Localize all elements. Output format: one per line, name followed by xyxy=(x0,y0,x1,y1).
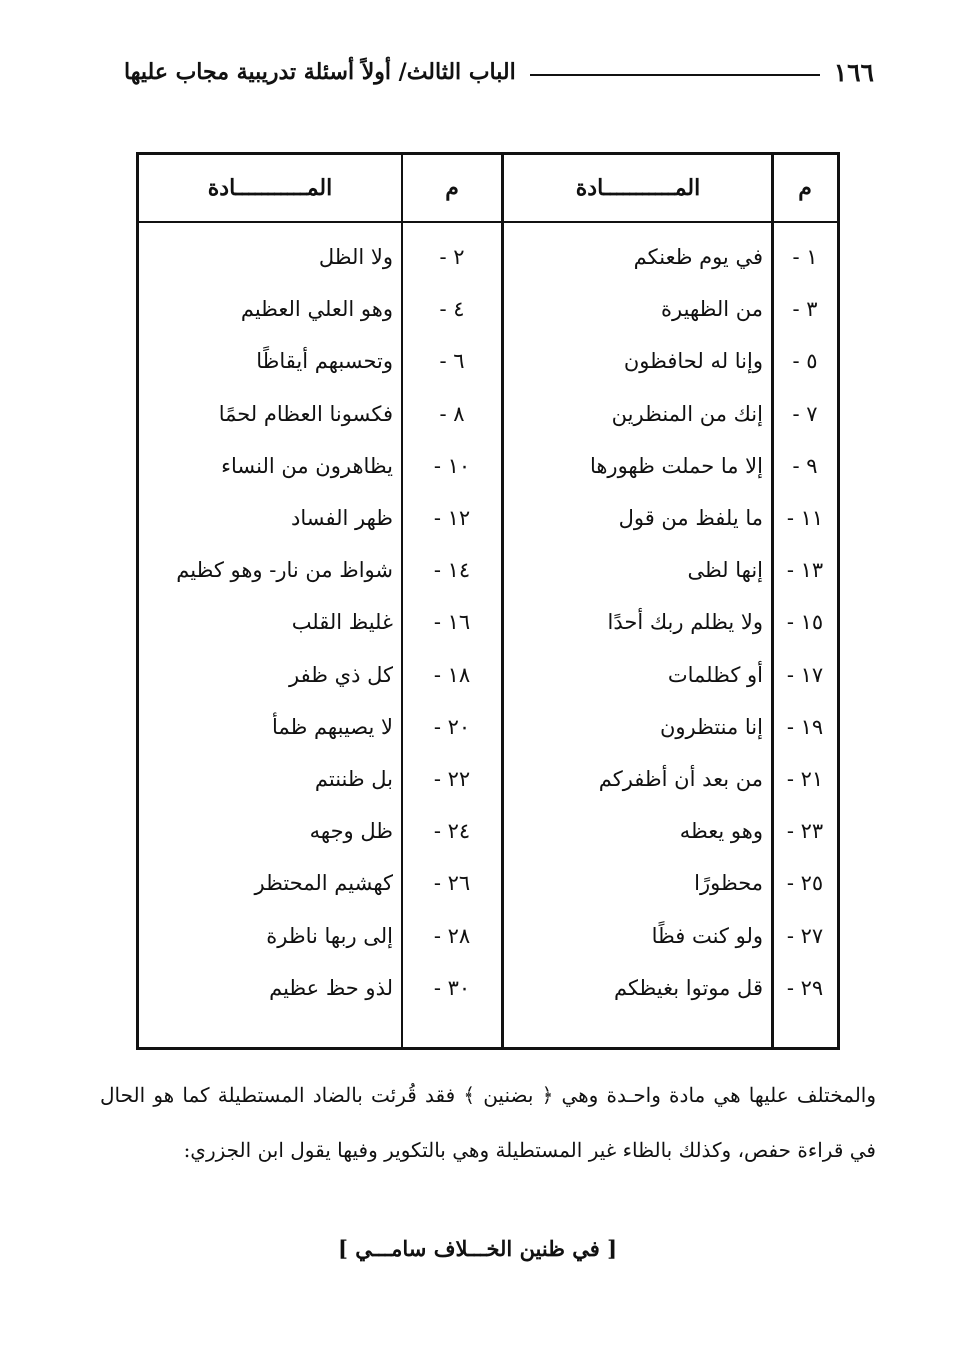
letters-table xyxy=(136,152,840,1050)
row-word-left: شواظ من نار- وهو كظيم xyxy=(176,558,393,583)
table-rows xyxy=(139,231,837,1014)
row-word-right: إنك من المنظرين xyxy=(611,401,763,426)
row-word-left: لا يصيبهم ظمأ xyxy=(272,714,393,739)
row-number-left: ٨ - xyxy=(439,401,465,426)
row-word-right: إنها لظى xyxy=(687,558,763,583)
page-number: ١٦٦ xyxy=(833,57,874,87)
row-number-left: ٢٠ - xyxy=(433,714,471,739)
table-row xyxy=(139,544,837,596)
header-rule xyxy=(530,74,820,76)
header-num-right: م xyxy=(798,175,812,201)
row-word-right: إنا منتظرون xyxy=(659,714,763,739)
row-word-left: يظاهرون من النساء xyxy=(221,453,393,478)
table-row xyxy=(139,440,837,492)
row-number-right: ٢٣ - xyxy=(786,819,824,844)
row-number-right: ١٩ - xyxy=(786,714,824,739)
table-row xyxy=(139,649,837,701)
row-number-right: ١٧ - xyxy=(786,662,824,687)
row-word-right: من بعد أن أظفركم xyxy=(598,766,763,791)
row-word-right: وهو يعظه xyxy=(679,819,763,844)
row-number-left: ١٦ - xyxy=(433,610,471,635)
row-word-right: ما يلفظ من قول xyxy=(618,506,763,531)
header-word-left: المـــــــــــادة xyxy=(207,175,333,201)
row-number-right: ٥ - xyxy=(792,349,818,374)
row-number-left: ٢٨ - xyxy=(433,923,471,948)
verse-quote: [ في ظنين الخـــلاف سامـــي ] xyxy=(337,1236,618,1261)
row-word-right: قل موتوا بغيظكم xyxy=(613,975,763,1000)
row-number-left: ١٤ - xyxy=(433,558,471,583)
row-number-right: ١ - xyxy=(792,245,818,270)
row-number-left: ٤ - xyxy=(439,297,465,322)
row-word-right: محظورًا xyxy=(694,871,763,896)
table-row xyxy=(139,231,837,283)
row-word-left: ظل وجهه xyxy=(309,819,393,844)
row-word-left: ولا الظل xyxy=(318,245,393,270)
row-number-right: ١٣ - xyxy=(786,558,824,583)
header-num-left: م xyxy=(445,175,459,201)
table-row xyxy=(139,753,837,805)
row-word-left: لذو حظ عظيم xyxy=(269,975,393,1000)
row-word-left: وتحسبهم أيقاظًا xyxy=(256,349,393,374)
row-word-right: من الظهيرة xyxy=(661,297,763,322)
row-word-left: بل ظننتم xyxy=(314,766,393,791)
table-row xyxy=(139,805,837,857)
table-row xyxy=(139,962,837,1014)
header-word-right: المـــــــــــادة xyxy=(575,175,701,201)
row-number-right: ٧ - xyxy=(792,401,818,426)
row-number-left: ١٨ - xyxy=(433,662,471,687)
row-word-right: إلا ما حملت ظهورها xyxy=(589,453,763,478)
row-word-left: كل ذي ظفر xyxy=(289,662,393,687)
table-row xyxy=(139,283,837,335)
table-row xyxy=(139,492,837,544)
row-number-right: ٢٩ - xyxy=(786,975,824,1000)
row-number-left: ٢٢ - xyxy=(433,766,471,791)
row-number-left: ٢٤ - xyxy=(433,819,471,844)
row-word-left: غليظ القلب xyxy=(291,610,393,635)
table-row xyxy=(139,335,837,387)
page-header xyxy=(92,52,874,92)
table-row xyxy=(139,596,837,648)
row-word-right: وإنا له لحافظون xyxy=(623,349,763,374)
table-row xyxy=(139,388,837,440)
row-word-left: وهو العلي العظيم xyxy=(240,297,393,322)
row-number-left: ١٢ - xyxy=(433,506,471,531)
row-number-left: ٦ - xyxy=(439,349,465,374)
table-row xyxy=(139,701,837,753)
row-word-right: أو كظلمات xyxy=(667,662,763,687)
row-number-left: ١٠ - xyxy=(433,453,471,478)
row-number-left: ٢٦ - xyxy=(433,871,471,896)
header-divider xyxy=(139,221,837,223)
body-paragraph: والمختلف عليها هي مادة واحـدة وهي ﴿ بضنين ﴾ فقد قُرئت بالضاد المستطيلة كما هو الحال في قراءة حفص، وكذلك بالظاء غير المستطيلة وهي بالتكوير وفيها يقول ابن الجزري: xyxy=(100,1083,876,1162)
row-word-left: إلى ربها ناظرة xyxy=(266,923,393,948)
row-number-left: ٣٠ - xyxy=(433,975,471,1000)
row-word-left: ظهر الفساد xyxy=(291,506,393,531)
table-row xyxy=(139,857,837,909)
row-word-right: في يوم ظعنكم xyxy=(633,245,763,270)
row-number-right: ٢١ - xyxy=(786,766,824,791)
row-number-right: ٣ - xyxy=(792,297,818,322)
page-title: الباب الثالث/ أولاً أسئلة تدريبية مجاب عليها xyxy=(124,59,516,85)
row-number-right: ٢٥ - xyxy=(786,871,824,896)
row-number-right: ٩ - xyxy=(792,453,818,478)
row-word-right: ولو كنت فظًا xyxy=(651,923,763,948)
row-number-right: ١١ - xyxy=(786,506,824,531)
row-number-left: ٢ - xyxy=(439,245,465,270)
row-word-right: ولا يظلم ربك أحدًا xyxy=(607,610,763,635)
row-number-right: ١٥ - xyxy=(786,610,824,635)
row-word-left: فكسونا العظام لحمًا xyxy=(218,401,393,426)
table-row xyxy=(139,909,837,961)
row-word-left: كهشيم المحتظر xyxy=(254,871,393,896)
row-number-right: ٢٧ - xyxy=(786,923,824,948)
